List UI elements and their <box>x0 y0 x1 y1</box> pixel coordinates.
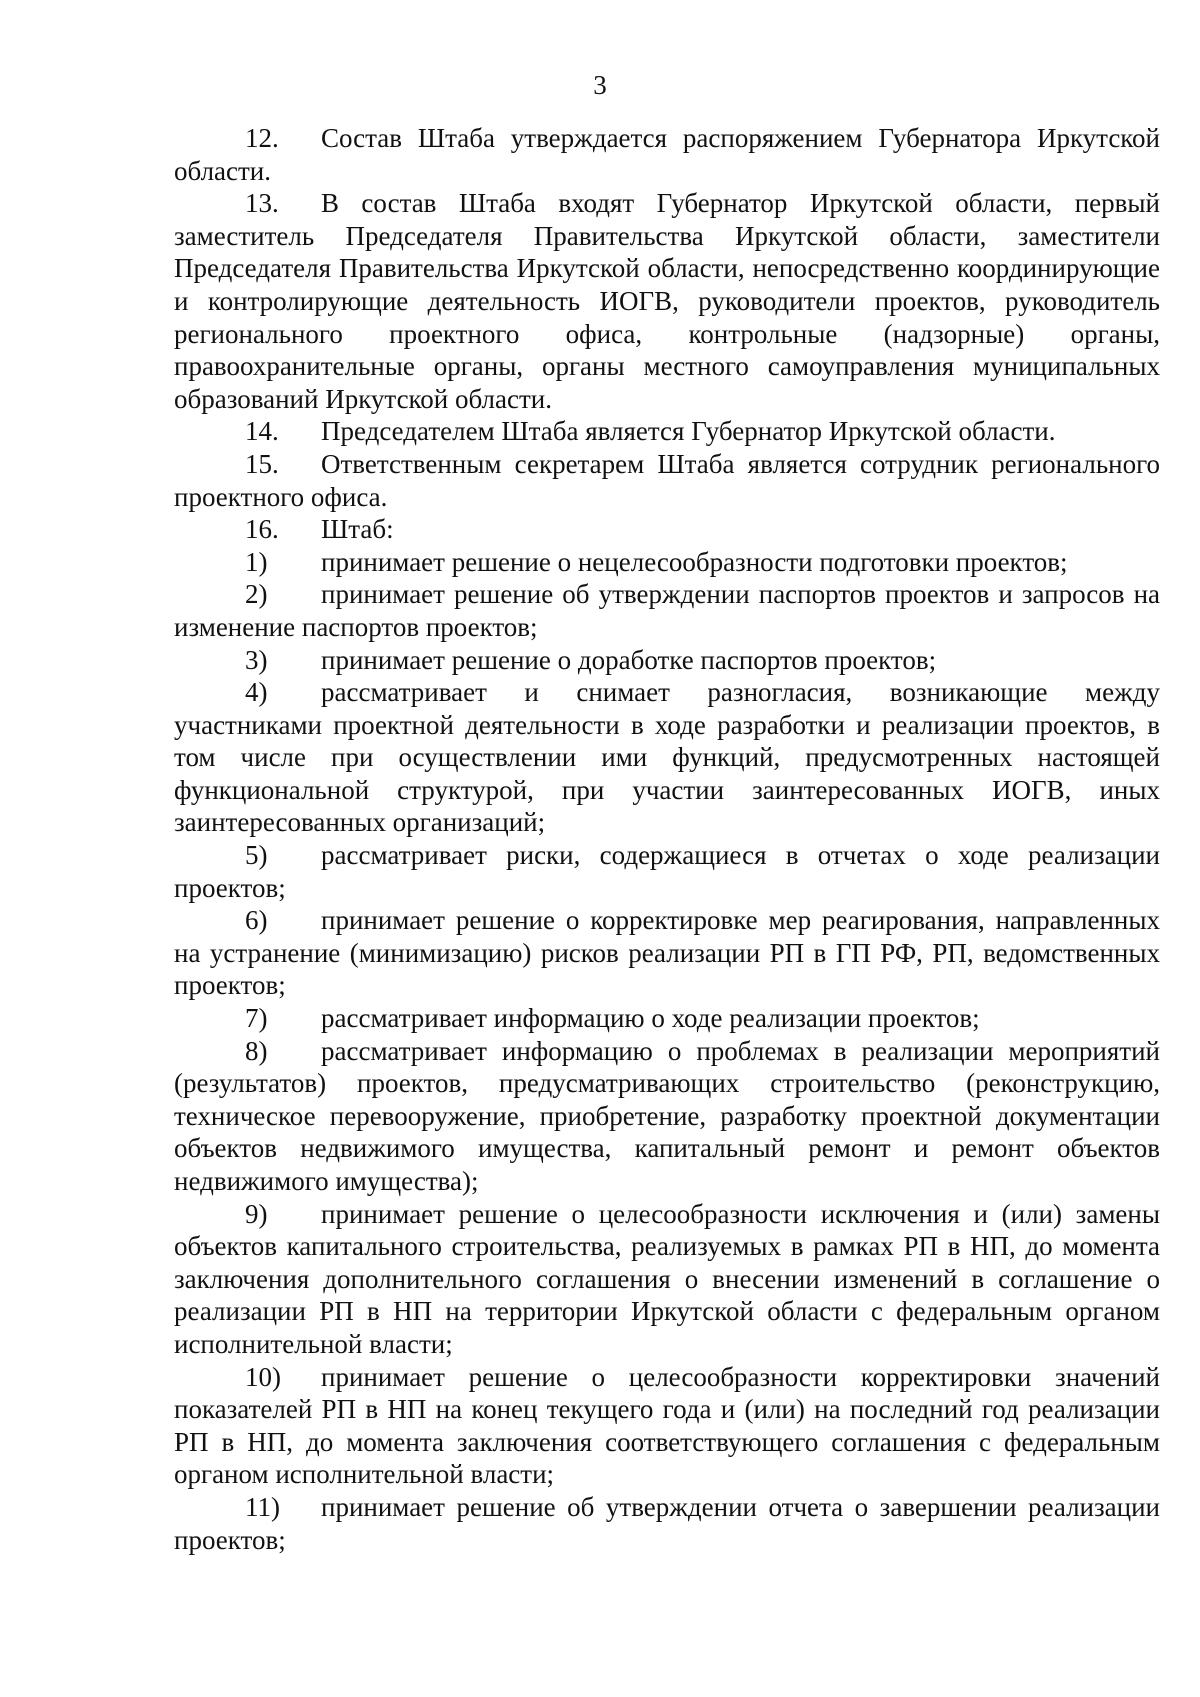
paragraph-text: В состав Штаба входят Губернатор Иркутской области, первый заместитель Председателя Правительства Иркутской области, заместители Председателя Правительства Иркутской области, непосредственно координирующие и контролирующие деятельность ИОГВ, руководители проектов, руководитель регионального проектного офиса, контрольные (надзорные) органы, правоохранительные органы, органы местного самоуправления муниципальных образований Иркутской области. <box>174 188 1160 414</box>
paragraph-number: 15. <box>245 448 279 479</box>
list-item-number: 10) <box>245 1361 281 1392</box>
list-item-text: рассматривает риски, содержащиеся в отчетах о ходе реализации проектов; <box>174 840 1160 903</box>
paragraph-12 <box>174 122 1160 187</box>
list-item-8 <box>174 1035 1160 1198</box>
paragraph-text: Штаб: <box>321 514 394 545</box>
list-item-text: принимает решение о целесообразности корректировки значений показателей РП в НП на конец текущего года и (или) на последний год реализации РП в НП, до момента заключения соответствующего соглашения с федеральным органом исполнительной власти; <box>174 1361 1160 1490</box>
paragraph-14 <box>174 415 1160 448</box>
list-item-number: 5) <box>245 840 268 871</box>
paragraph-text: Ответственным секретарем Штаба является сотрудник регионального проектного офиса. <box>174 448 1160 512</box>
list-item-number: 9) <box>245 1198 268 1229</box>
paragraph-15 <box>174 448 1160 513</box>
list-item-3 <box>174 644 1160 677</box>
list-item-text: принимает решение о доработке паспортов проектов; <box>321 644 937 675</box>
list-item-text: принимает решение об утверждении паспортов проектов и запросов на изменение паспортов проектов; <box>174 579 1160 642</box>
page-number: 3 <box>593 70 607 100</box>
list-item-6 <box>174 904 1160 1002</box>
document-body <box>174 122 1160 1556</box>
list-item-4 <box>174 676 1160 839</box>
paragraph-number: 16. <box>245 514 279 545</box>
paragraph-number: 14. <box>245 416 279 447</box>
paragraph-text: Состав Штаба утверждается распоряжением Губернатора Иркутской области. <box>174 123 1160 186</box>
list-item-text: рассматривает и снимает разногласия, возникающие между участниками проектной деятельности в ходе разработки и реализации проектов, в том числе при осуществлении ими функций, предусмотренных настоящей функциональной структурой, при участии заинтересованных ИОГВ, иных заинтересованных организаций; <box>174 677 1160 838</box>
list-item-10 <box>174 1361 1160 1491</box>
list-item-9 <box>174 1198 1160 1361</box>
list-item-number: 3) <box>245 644 268 675</box>
list-item-text: принимает решение об утверждении отчета о завершении реализации проектов; <box>174 1491 1160 1555</box>
list-item-number: 1) <box>245 546 268 577</box>
paragraph-16 <box>174 513 1160 546</box>
list-item-number: 8) <box>245 1035 268 1066</box>
list-item-text: принимает решение о нецелесообразности подготовки проектов; <box>321 546 1068 577</box>
list-item-text: рассматривает информацию о ходе реализации проектов; <box>321 1003 980 1034</box>
list-item-11 <box>174 1491 1160 1556</box>
list-item-text: принимает решение о целесообразности исключения и (или) замены объектов капитального строительства, реализуемых в рамках РП в НП, до момента заключения дополнительного соглашения о внесении изменений в соглашение о реализации РП в НП на территории Иркутской области с федеральным органом исполнительной власти; <box>174 1198 1160 1359</box>
list-item-number: 6) <box>245 905 268 936</box>
list-item-5 <box>174 839 1160 904</box>
list-item-text: принимает решение о корректировке мер реагирования, направленных на устранение (минимизацию) рисков реализации РП в ГП РФ, РП, ведомственных проектов; <box>174 905 1160 1001</box>
paragraph-text: Председателем Штаба является Губернатор Иркутской области. <box>321 416 1056 447</box>
paragraph-13 <box>174 187 1160 415</box>
list-item-7 <box>174 1002 1160 1035</box>
paragraph-number: 13. <box>245 188 279 219</box>
list-item-number: 4) <box>245 677 268 708</box>
list-item-1 <box>174 546 1160 579</box>
list-item-2 <box>174 578 1160 643</box>
paragraph-number: 12. <box>245 123 279 153</box>
list-item-number: 7) <box>245 1003 268 1034</box>
list-item-number: 2) <box>245 579 268 610</box>
list-item-text: рассматривает информацию о проблемах в реализации мероприятий (результатов) проектов, предусматривающих строительство (реконструкцию, техническое перевооружение, приобретение, разработку проектной документации объектов недвижимого имущества, капитальный ремонт и ремонт объектов недвижимого имущества); <box>174 1035 1160 1196</box>
list-item-number: 11) <box>245 1491 280 1522</box>
